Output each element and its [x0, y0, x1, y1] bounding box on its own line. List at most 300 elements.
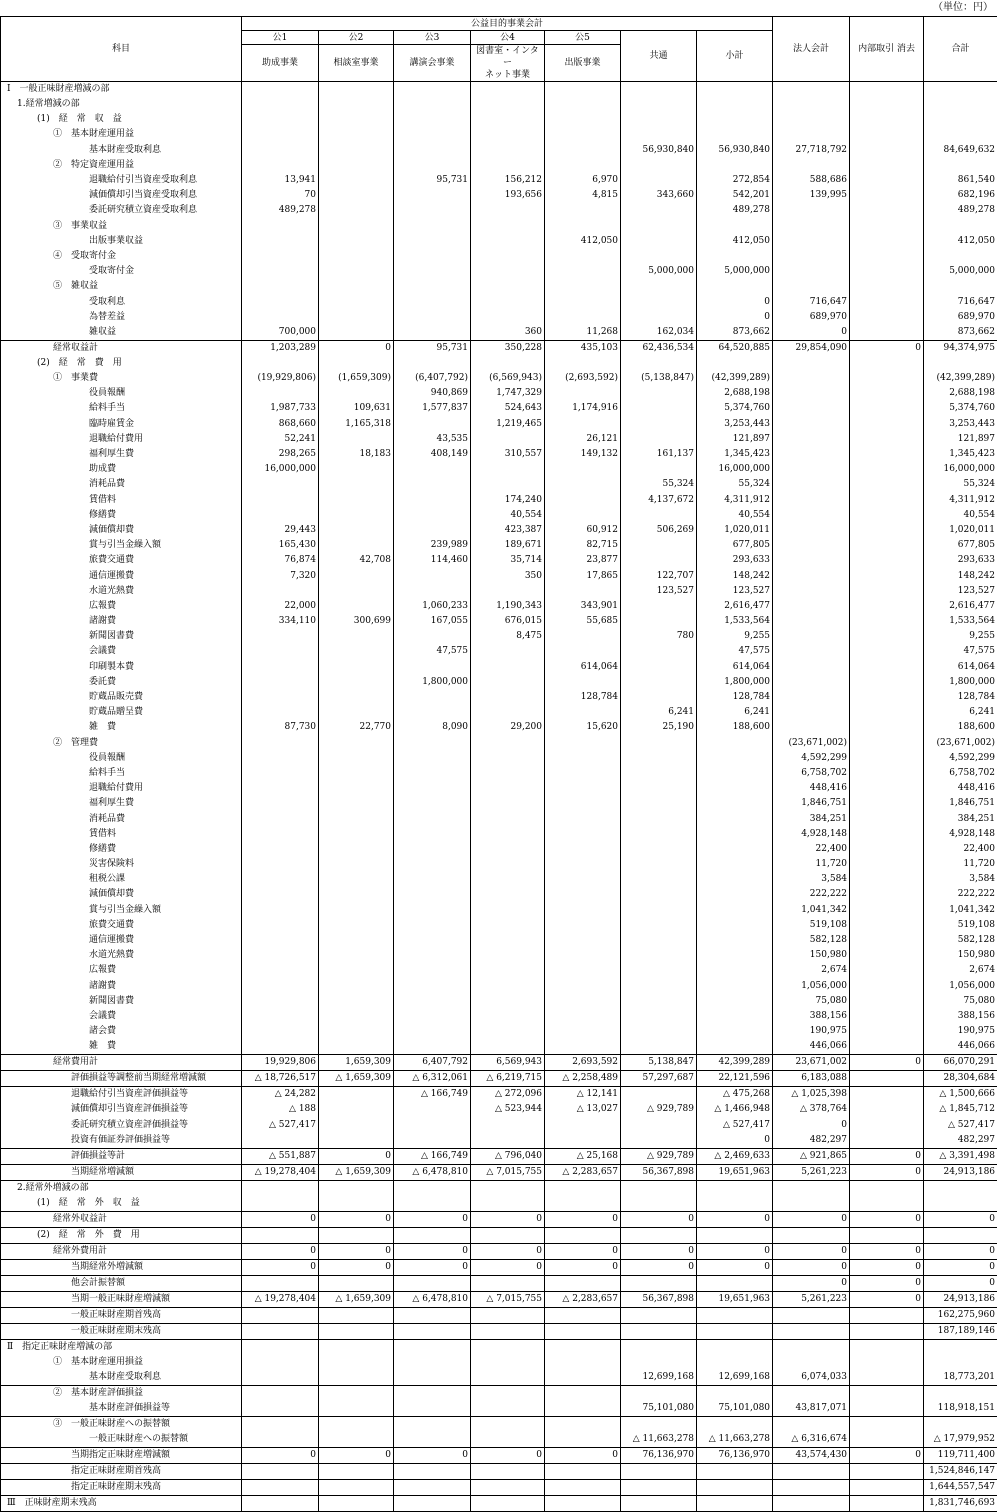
cell-public2 — [319, 203, 394, 218]
cell-public5: 23,877 — [545, 553, 621, 568]
cell-subtotal: 19,651,963 — [697, 1164, 773, 1180]
cell-public3 — [394, 933, 471, 948]
table-row — [1, 1463, 997, 1479]
cell-total: 614,064 — [924, 660, 997, 675]
cell-public1 — [242, 903, 319, 918]
cell-corporate: △ 378,764 — [773, 1102, 850, 1117]
cell-subtotal: 0 — [697, 310, 773, 325]
cell-internal — [850, 736, 924, 751]
table-row — [1, 325, 997, 341]
cell-public2 — [319, 112, 394, 127]
cell-total: 55,324 — [924, 477, 997, 492]
cell-internal — [850, 796, 924, 811]
cell-public2 — [319, 1463, 394, 1479]
cell-common — [621, 736, 697, 751]
cell-subtotal: 489,278 — [697, 203, 773, 218]
cell-corporate: 6,758,702 — [773, 766, 850, 781]
cell-public4 — [471, 249, 545, 264]
cell-public3 — [394, 249, 471, 264]
cell-public1 — [242, 477, 319, 492]
cell-public2 — [319, 887, 394, 902]
cell-public1 — [242, 1275, 319, 1291]
cell-total: 3,584 — [924, 872, 997, 887]
cell-subtotal: 412,050 — [697, 234, 773, 249]
cell-public2 — [319, 462, 394, 477]
row-label: 水道光熱費 — [1, 948, 242, 963]
cell-public1 — [242, 1463, 319, 1479]
cell-public5 — [545, 994, 621, 1009]
cell-public3: 167,055 — [394, 614, 471, 629]
cell-total: 4,928,148 — [924, 827, 997, 842]
cell-public2: 1,659,309 — [319, 1055, 394, 1071]
cell-public1 — [242, 644, 319, 659]
table-row — [1, 1447, 997, 1463]
cell-internal — [850, 508, 924, 523]
cell-public5 — [545, 1307, 621, 1323]
cell-total: 446,066 — [924, 1039, 997, 1055]
cell-public2: 300,699 — [319, 614, 394, 629]
cell-common — [621, 417, 697, 432]
cell-public2 — [319, 857, 394, 872]
cell-public1 — [242, 1355, 319, 1370]
table-row — [1, 599, 997, 614]
cell-common: 162,034 — [621, 325, 697, 341]
cell-public1 — [242, 660, 319, 675]
cell-public3 — [394, 356, 471, 371]
table-row — [1, 417, 997, 432]
row-label: (2) 経 常 外 費 用 — [1, 1227, 242, 1243]
cell-public5: 1,174,916 — [545, 401, 621, 416]
cell-corporate — [773, 493, 850, 508]
cell-corporate: 5,261,223 — [773, 1291, 850, 1307]
row-label: (1) 経 常 収 益 — [1, 112, 242, 127]
table-row — [1, 158, 997, 173]
cell-internal: 0 — [850, 340, 924, 356]
cell-common: △ 929,789 — [621, 1148, 697, 1164]
cell-corporate — [773, 477, 850, 492]
cell-public4: △ 796,040 — [471, 1148, 545, 1164]
cell-public2 — [319, 1479, 394, 1495]
cell-public5 — [545, 1401, 621, 1417]
cell-public1 — [242, 249, 319, 264]
cell-public4 — [471, 887, 545, 902]
table-row — [1, 538, 997, 553]
cell-public1 — [242, 629, 319, 644]
row-label: 新聞図書費 — [1, 994, 242, 1009]
cell-public1 — [242, 1227, 319, 1243]
cell-total: 190,975 — [924, 1024, 997, 1039]
cell-public3: 1,800,000 — [394, 675, 471, 690]
cell-public5 — [545, 675, 621, 690]
row-label: 減価償却引当資産受取利息 — [1, 188, 242, 203]
cell-common — [621, 751, 697, 766]
cell-public5 — [545, 1479, 621, 1495]
cell-common: 161,137 — [621, 447, 697, 462]
cell-public1 — [242, 766, 319, 781]
cell-subtotal — [697, 1479, 773, 1495]
cell-total: 28,304,684 — [924, 1071, 997, 1087]
header-subject: 科目 — [1, 17, 242, 82]
row-label: ① 基本財産運用損益 — [1, 1355, 242, 1370]
cell-public2 — [319, 827, 394, 842]
row-label: 委託費 — [1, 675, 242, 690]
cell-public4 — [471, 1180, 545, 1196]
cell-subtotal — [697, 158, 773, 173]
cell-public5 — [545, 143, 621, 158]
cell-public2 — [319, 173, 394, 188]
cell-total: 482,297 — [924, 1133, 997, 1149]
cell-public3 — [394, 1323, 471, 1339]
cell-internal — [850, 538, 924, 553]
cell-corporate: 3,584 — [773, 872, 850, 887]
cell-internal: 0 — [850, 1291, 924, 1307]
cell-corporate: 388,156 — [773, 1009, 850, 1024]
cell-total: 0 — [924, 1259, 997, 1275]
cell-corporate — [773, 249, 850, 264]
cell-public5 — [545, 112, 621, 127]
cell-public3 — [394, 1339, 471, 1355]
cell-public1 — [242, 705, 319, 720]
cell-public5 — [545, 1416, 621, 1432]
cell-public4: 310,557 — [471, 447, 545, 462]
cell-public5 — [545, 1432, 621, 1448]
cell-public3: 114,460 — [394, 553, 471, 568]
cell-public4 — [471, 903, 545, 918]
cell-corporate: 43,574,430 — [773, 1447, 850, 1463]
cell-corporate: 23,671,002 — [773, 1055, 850, 1071]
table-row — [1, 1416, 997, 1432]
cell-corporate: 6,074,033 — [773, 1370, 850, 1386]
cell-public2: △ 1,659,309 — [319, 1164, 394, 1180]
cell-public1 — [242, 736, 319, 751]
row-label: 諸謝費 — [1, 614, 242, 629]
cell-public1 — [242, 675, 319, 690]
cell-total: 6,758,702 — [924, 766, 997, 781]
cell-internal — [850, 1087, 924, 1103]
row-label: 減価償却引当資産評価損益等 — [1, 1102, 242, 1117]
row-label: 基本財産評価損益等 — [1, 1401, 242, 1417]
cell-public3: △ 166,749 — [394, 1087, 471, 1103]
cell-total: △ 1,845,712 — [924, 1102, 997, 1117]
cell-public5: 0 — [545, 1211, 621, 1227]
cell-public3 — [394, 1133, 471, 1149]
cell-public2 — [319, 781, 394, 796]
cell-subtotal: 123,527 — [697, 584, 773, 599]
cell-internal — [850, 219, 924, 234]
cell-corporate — [773, 614, 850, 629]
cell-subtotal — [697, 948, 773, 963]
cell-public3: 408,149 — [394, 447, 471, 462]
cell-public2 — [319, 279, 394, 294]
cell-subtotal: 16,000,000 — [697, 462, 773, 477]
cell-internal — [850, 644, 924, 659]
cell-public1: 700,000 — [242, 325, 319, 341]
cell-public1: △ 527,417 — [242, 1117, 319, 1132]
cell-total — [924, 1355, 997, 1370]
cell-corporate: 1,846,751 — [773, 796, 850, 811]
cell-public3: 43,535 — [394, 432, 471, 447]
cell-public2 — [319, 1133, 394, 1149]
cell-internal — [850, 705, 924, 720]
cell-public2 — [319, 249, 394, 264]
cell-internal — [850, 1227, 924, 1243]
cell-corporate — [773, 462, 850, 477]
cell-public1: △ 24,282 — [242, 1087, 319, 1103]
cell-common — [621, 1133, 697, 1149]
cell-public4: 189,671 — [471, 538, 545, 553]
row-label: 諸会費 — [1, 1024, 242, 1039]
cell-public1: 22,000 — [242, 599, 319, 614]
cell-public5 — [545, 203, 621, 218]
header-code-2: 公2 — [319, 31, 394, 45]
cell-public5: △ 12,141 — [545, 1087, 621, 1103]
cell-internal — [850, 1495, 924, 1511]
row-label: 通信運搬費 — [1, 568, 242, 583]
header-public-purpose-group: 公益目的事業会計 — [242, 17, 773, 31]
cell-public4 — [471, 660, 545, 675]
cell-public5: 17,865 — [545, 568, 621, 583]
cell-common: 0 — [621, 1211, 697, 1227]
cell-total: 0 — [924, 1275, 997, 1291]
cell-public2 — [319, 736, 394, 751]
cell-public5 — [545, 310, 621, 325]
cell-subtotal: 0 — [697, 1259, 773, 1275]
cell-public2: 22,770 — [319, 720, 394, 735]
row-label: 雑収益 — [1, 325, 242, 341]
cell-public5 — [545, 979, 621, 994]
cell-total — [924, 279, 997, 294]
cell-corporate — [773, 264, 850, 279]
cell-common — [621, 538, 697, 553]
cell-corporate: 4,592,299 — [773, 751, 850, 766]
cell-total — [924, 127, 997, 142]
cell-subtotal: 55,324 — [697, 477, 773, 492]
cell-public3 — [394, 158, 471, 173]
cell-corporate: (23,671,002) — [773, 736, 850, 751]
cell-public3 — [394, 1370, 471, 1386]
cell-total: 84,649,632 — [924, 143, 997, 158]
cell-public4 — [471, 1432, 545, 1448]
cell-internal — [850, 963, 924, 978]
cell-total: (23,671,002) — [924, 736, 997, 751]
cell-public5: 343,901 — [545, 599, 621, 614]
cell-public3: 0 — [394, 1243, 471, 1259]
row-label: ② 特定資産運用益 — [1, 158, 242, 173]
cell-subtotal: 22,121,596 — [697, 1071, 773, 1087]
cell-public5: 26,121 — [545, 432, 621, 447]
cell-subtotal: 1,533,564 — [697, 614, 773, 629]
cell-public3 — [394, 127, 471, 142]
row-label: 賃借料 — [1, 493, 242, 508]
cell-public5: 412,050 — [545, 234, 621, 249]
cell-public5 — [545, 887, 621, 902]
cell-public4: 193,656 — [471, 188, 545, 203]
cell-public5 — [545, 264, 621, 279]
cell-total: 4,592,299 — [924, 751, 997, 766]
cell-common — [621, 279, 697, 294]
cell-public2 — [319, 1009, 394, 1024]
table-row — [1, 1227, 997, 1243]
cell-public5: 60,912 — [545, 523, 621, 538]
cell-subtotal — [697, 736, 773, 751]
cell-common — [621, 811, 697, 826]
cell-public5 — [545, 219, 621, 234]
cell-subtotal: 1,345,423 — [697, 447, 773, 462]
table-row — [1, 1385, 997, 1401]
cell-total: 682,196 — [924, 188, 997, 203]
cell-public3: △ 6,478,810 — [394, 1291, 471, 1307]
cell-public3: 6,407,792 — [394, 1055, 471, 1071]
cell-public5 — [545, 903, 621, 918]
row-label: 一般正味財産期首残高 — [1, 1307, 242, 1323]
cell-internal — [850, 1102, 924, 1117]
cell-public2 — [319, 979, 394, 994]
table-row — [1, 1180, 997, 1196]
cell-common: 75,101,080 — [621, 1401, 697, 1417]
row-label: 役員報酬 — [1, 386, 242, 401]
cell-corporate — [773, 568, 850, 583]
cell-public3 — [394, 279, 471, 294]
cell-public2 — [319, 1339, 394, 1355]
row-label: 退職給付費用 — [1, 432, 242, 447]
cell-subtotal — [697, 994, 773, 1009]
cell-public1 — [242, 811, 319, 826]
cell-public4 — [471, 963, 545, 978]
cell-public5: △ 2,258,489 — [545, 1071, 621, 1087]
cell-common — [621, 979, 697, 994]
cell-subtotal: 12,699,168 — [697, 1370, 773, 1386]
cell-common: 57,297,687 — [621, 1071, 697, 1087]
cell-internal — [850, 1117, 924, 1132]
cell-subtotal — [697, 1495, 773, 1511]
cell-internal — [850, 872, 924, 887]
cell-public4 — [471, 644, 545, 659]
cell-public2: (1,659,309) — [319, 371, 394, 386]
header-name-5: 出版事業 — [545, 45, 621, 82]
cell-public4 — [471, 584, 545, 599]
cell-internal — [850, 1024, 924, 1039]
cell-public2 — [319, 1401, 394, 1417]
cell-internal — [850, 294, 924, 309]
cell-common: 123,527 — [621, 584, 697, 599]
table-row — [1, 127, 997, 142]
cell-internal — [850, 417, 924, 432]
cell-total: 677,805 — [924, 538, 997, 553]
cell-common — [621, 1339, 697, 1355]
cell-total: 2,674 — [924, 963, 997, 978]
row-label: 評価損益等計 — [1, 1148, 242, 1164]
cell-public5 — [545, 1009, 621, 1024]
cell-public5 — [545, 644, 621, 659]
cell-internal: 0 — [850, 1447, 924, 1463]
cell-public2 — [319, 1432, 394, 1448]
header-common: 共通 — [621, 31, 697, 82]
cell-corporate — [773, 371, 850, 386]
cell-internal — [850, 614, 924, 629]
cell-public1 — [242, 827, 319, 842]
cell-internal — [850, 994, 924, 1009]
cell-corporate — [773, 356, 850, 371]
cell-public2 — [319, 432, 394, 447]
cell-public5 — [545, 1133, 621, 1149]
cell-public2 — [319, 872, 394, 887]
cell-corporate — [773, 690, 850, 705]
table-row — [1, 644, 997, 659]
cell-public4: 35,714 — [471, 553, 545, 568]
cell-corporate — [773, 112, 850, 127]
cell-public5 — [545, 477, 621, 492]
cell-public1 — [242, 493, 319, 508]
cell-common — [621, 462, 697, 477]
cell-corporate — [773, 1355, 850, 1370]
cell-public2: △ 1,659,309 — [319, 1291, 394, 1307]
cell-corporate: △ 1,025,398 — [773, 1087, 850, 1103]
cell-public1 — [242, 1039, 319, 1055]
cell-public1 — [242, 294, 319, 309]
cell-public1 — [242, 1196, 319, 1212]
cell-public1 — [242, 1416, 319, 1432]
table-row — [1, 1211, 997, 1227]
cell-common — [621, 234, 697, 249]
cell-public5: 0 — [545, 1243, 621, 1259]
row-label: 修繕費 — [1, 508, 242, 523]
cell-public5 — [545, 1024, 621, 1039]
cell-public4: 350 — [471, 568, 545, 583]
cell-corporate: 75,080 — [773, 994, 850, 1009]
row-label: 出版事業収益 — [1, 234, 242, 249]
cell-public2 — [319, 599, 394, 614]
cell-corporate: 0 — [773, 1211, 850, 1227]
cell-public4: 174,240 — [471, 493, 545, 508]
cell-corporate — [773, 447, 850, 462]
cell-subtotal: 121,897 — [697, 432, 773, 447]
cell-common — [621, 553, 697, 568]
cell-subtotal — [697, 82, 773, 98]
cell-public2: 18,183 — [319, 447, 394, 462]
cell-internal — [850, 599, 924, 614]
table-row — [1, 827, 997, 842]
cell-public4: 0 — [471, 1259, 545, 1275]
cell-corporate — [773, 1227, 850, 1243]
cell-public4: △ 7,015,755 — [471, 1291, 545, 1307]
cell-public4: △ 6,219,715 — [471, 1071, 545, 1087]
row-label: 当期経常外増減額 — [1, 1259, 242, 1275]
cell-common — [621, 1416, 697, 1432]
cell-common: 12,699,168 — [621, 1370, 697, 1386]
table-row — [1, 614, 997, 629]
cell-internal — [850, 1370, 924, 1386]
cell-public4 — [471, 1307, 545, 1323]
cell-internal — [850, 584, 924, 599]
cell-public3: 0 — [394, 1259, 471, 1275]
cell-public2 — [319, 538, 394, 553]
cell-public1 — [242, 158, 319, 173]
cell-total: 1,056,000 — [924, 979, 997, 994]
cell-internal — [850, 371, 924, 386]
cell-corporate: 2,674 — [773, 963, 850, 978]
cell-public5 — [545, 1196, 621, 1212]
table-row — [1, 203, 997, 218]
cell-internal — [850, 1133, 924, 1149]
cell-corporate: 222,222 — [773, 887, 850, 902]
table-row — [1, 1148, 997, 1164]
table-row — [1, 188, 997, 203]
cell-public1 — [242, 872, 319, 887]
cell-public5 — [545, 158, 621, 173]
cell-corporate: 716,647 — [773, 294, 850, 309]
table-row — [1, 82, 997, 98]
row-label: 臨時雇賃金 — [1, 417, 242, 432]
